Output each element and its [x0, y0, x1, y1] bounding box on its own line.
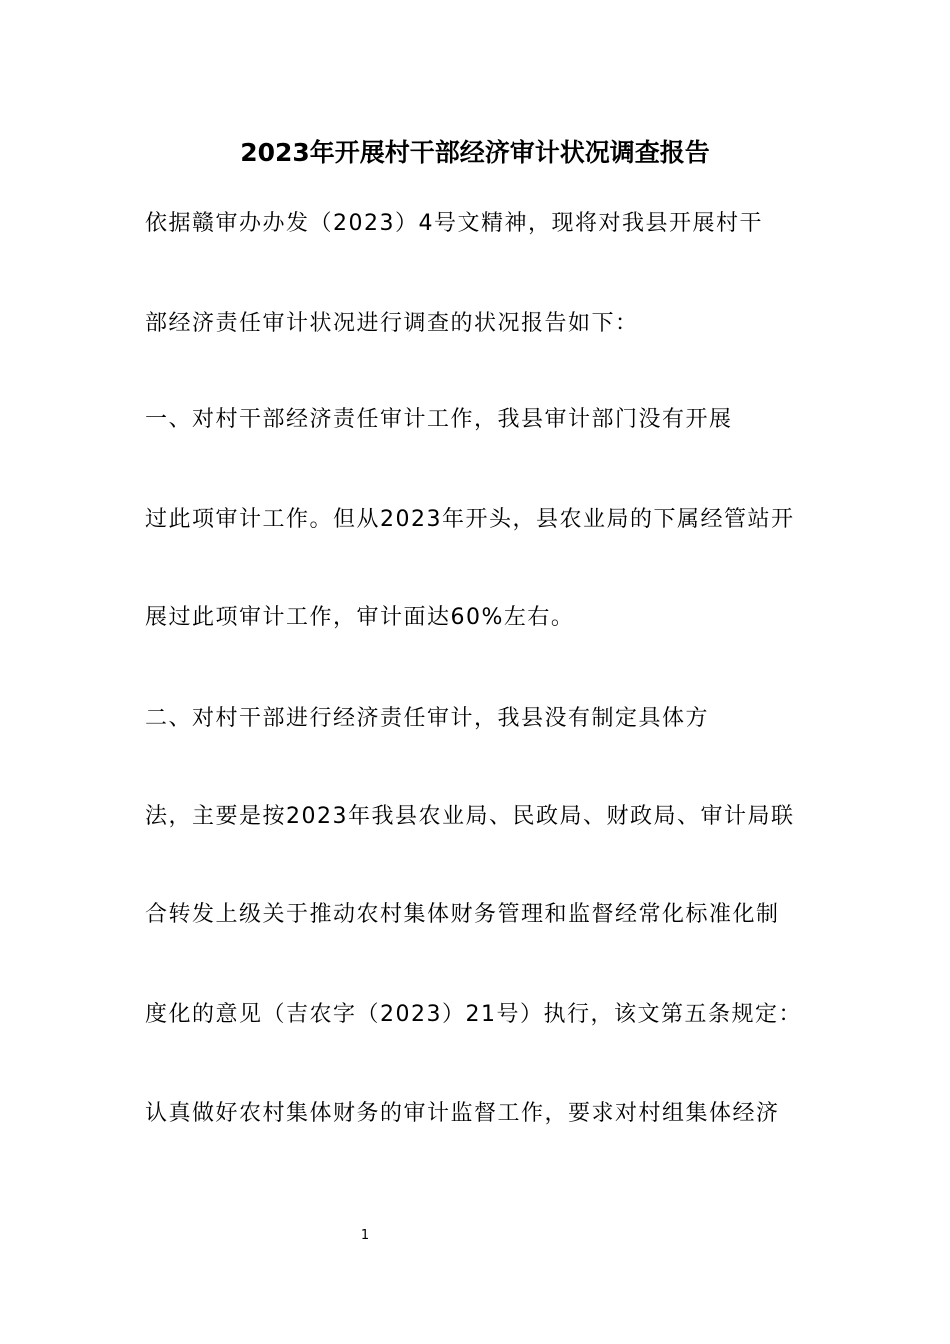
document-title: 2023年开展村干部经济审计状况调查报告	[240, 138, 710, 167]
body-line-3: 一、对村干部经济责任审计工作，我县审计部门没有开展	[145, 407, 733, 432]
body-line-5: 展过此项审计工作，审计面达60%左右。	[145, 605, 575, 630]
body-line-8: 合转发上级关于推动农村集体财务管理和监督经常化标准化制	[145, 902, 780, 927]
body-line-6: 二、对村干部进行经济责任审计，我县没有制定具体方	[145, 706, 710, 731]
body-line-7: 法，主要是按2023年我县农业局、民政局、财政局、审计局联	[145, 804, 795, 829]
body-line-4: 过此项审计工作。但从2023年开头，县农业局的下属经管站开	[145, 507, 795, 532]
body-line-2: 部经济责任审计状况进行调查的状况报告如下：	[145, 311, 639, 336]
body-line-1: 依据赣审办办发（2023）4号文精神，现将对我县开展村干	[145, 211, 763, 236]
body-line-10: 认真做好农村集体财务的审计监督工作，要求对村组集体经济	[145, 1101, 780, 1126]
body-line-9: 度化的意见（吉农字（2023）21号）执行，该文第五条规定：	[145, 1002, 802, 1027]
page-number: 1	[360, 1228, 370, 1243]
